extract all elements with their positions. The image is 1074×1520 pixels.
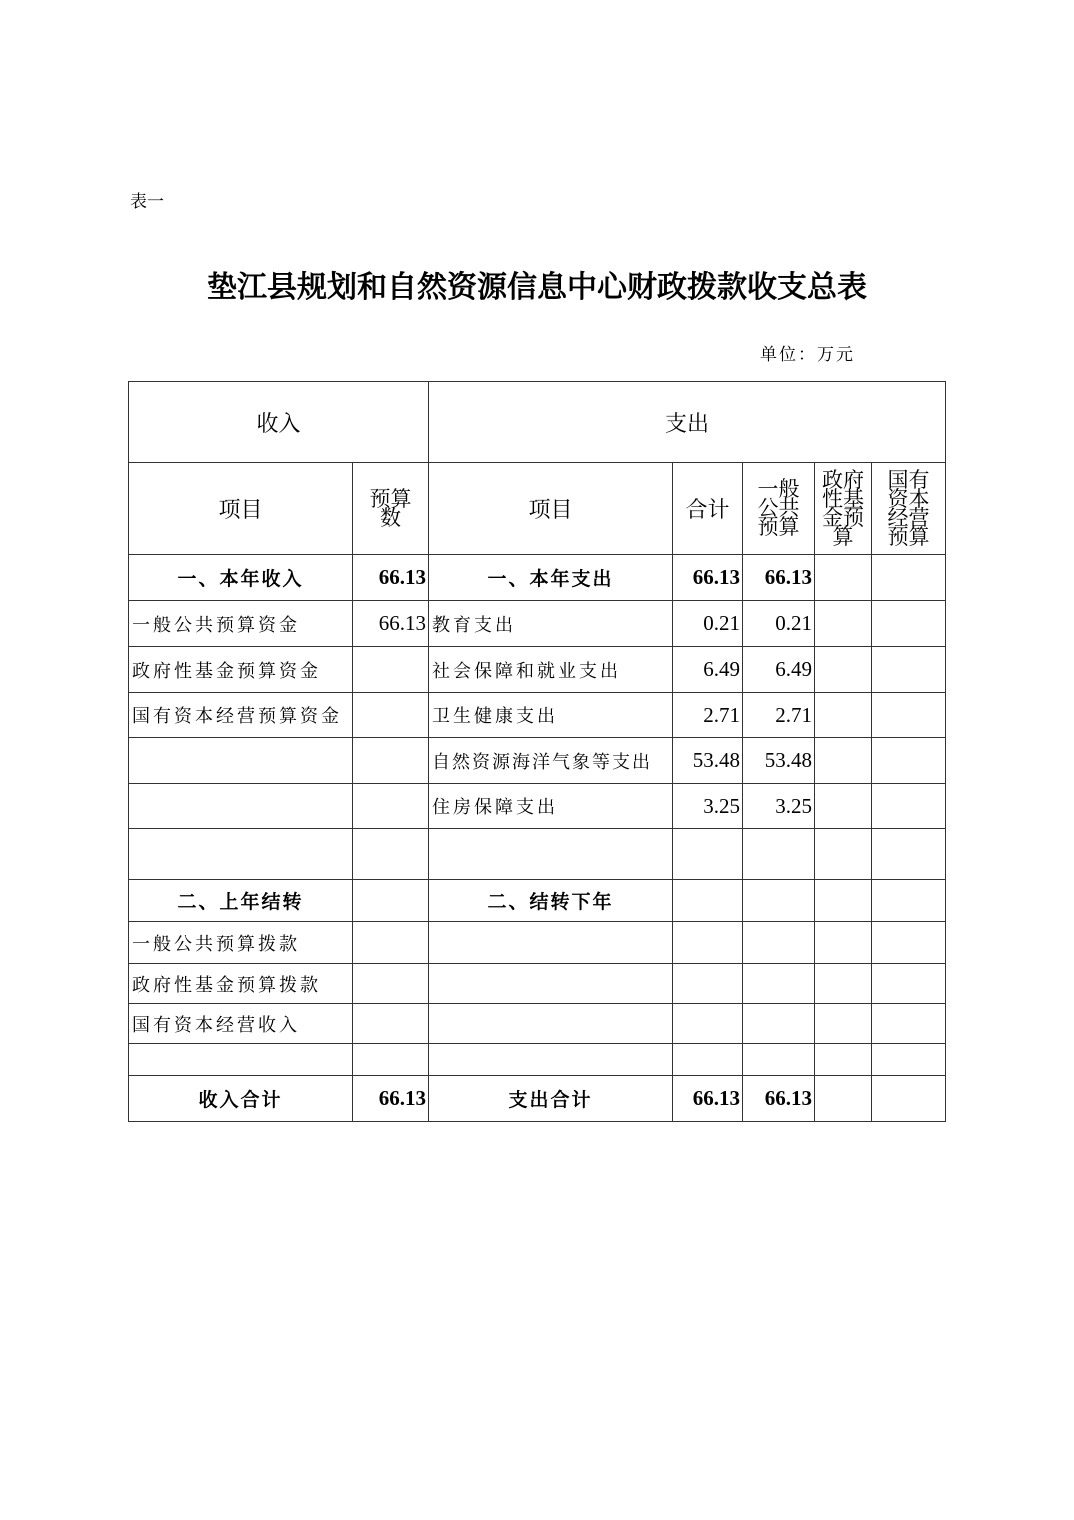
header-row-columns xyxy=(129,463,946,555)
finance-table xyxy=(128,381,946,1122)
table-number-label: 表一 xyxy=(130,192,164,212)
general-budget-header: 一般公共预算 xyxy=(743,463,815,555)
table-row: 政府性基金预算资金 社会保障和就业支出 6.49 6.49 xyxy=(129,647,946,693)
budget-header: 预算数 xyxy=(353,463,429,555)
table-row: 国有资本经营收入 xyxy=(129,1004,946,1044)
total-row: 收入合计 66.13 支出合计 66.13 66.13 xyxy=(129,1076,946,1122)
table-row: 一般公共预算拨款 xyxy=(129,922,946,964)
table-row: 住房保障支出 3.25 3.25 xyxy=(129,784,946,829)
income-header: 收入 xyxy=(129,382,429,463)
table-row: 自然资源海洋气象等支出 53.48 53.48 xyxy=(129,738,946,784)
table-row-empty xyxy=(129,829,946,880)
table-row: 政府性基金预算拨款 xyxy=(129,964,946,1004)
table-row: 一、本年收入 66.13 一、本年支出 66.13 66.13 xyxy=(129,555,946,601)
expense-item-header: 项目 xyxy=(429,463,673,555)
page-title: 垫江县规划和自然资源信息中心财政拨款收支总表 xyxy=(207,270,867,305)
header-row-top xyxy=(129,382,946,463)
state-capital-header: 国有资本经营预算 xyxy=(872,463,946,555)
expense-header: 支出 xyxy=(429,382,946,463)
unit-label: 单位：万元 xyxy=(760,345,855,365)
fund-budget-header: 政府性基金预算 xyxy=(815,463,872,555)
table-row: 一般公共预算资金 66.13 教育支出 0.21 0.21 xyxy=(129,601,946,647)
table-row-empty xyxy=(129,1044,946,1076)
income-item-header: 项目 xyxy=(129,463,353,555)
total-header: 合计 xyxy=(673,463,743,555)
table-row: 国有资本经营预算资金 卫生健康支出 2.71 2.71 xyxy=(129,693,946,738)
table-row: 二、上年结转 二、结转下年 xyxy=(129,880,946,922)
